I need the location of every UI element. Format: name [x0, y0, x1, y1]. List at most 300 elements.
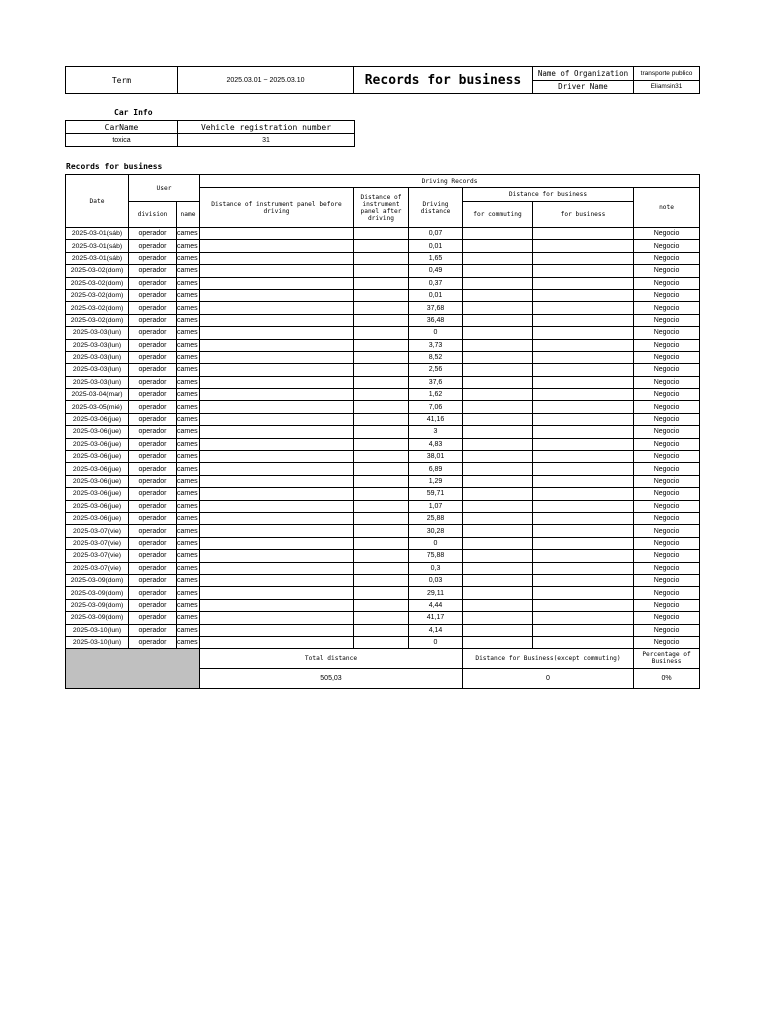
total-distance-label: Total distance — [200, 649, 463, 669]
row-before-driving — [200, 314, 354, 326]
after-driving-header: Distance of instrument panel after driving — [354, 188, 409, 228]
row-driving-distance: 0 — [409, 537, 463, 549]
row-after-driving — [354, 599, 409, 611]
row-name: cames — [177, 351, 200, 363]
row-for-commuting — [463, 438, 533, 450]
row-for-business — [533, 289, 634, 301]
row-driving-distance: 30,28 — [409, 525, 463, 537]
row-for-commuting — [463, 413, 533, 425]
row-for-commuting — [463, 550, 533, 562]
user-header: User — [129, 175, 200, 202]
row-division: operador — [129, 463, 177, 475]
row-before-driving — [200, 265, 354, 277]
row-name: cames — [177, 612, 200, 624]
row-name: cames — [177, 550, 200, 562]
row-division: operador — [129, 451, 177, 463]
table-row — [66, 314, 700, 326]
row-for-commuting — [463, 265, 533, 277]
row-driving-distance: 41,16 — [409, 413, 463, 425]
row-after-driving — [354, 314, 409, 326]
row-name: cames — [177, 488, 200, 500]
row-for-business — [533, 451, 634, 463]
table-row — [66, 636, 700, 648]
row-division: operador — [129, 550, 177, 562]
row-date: 2025-03-07(vie) — [66, 562, 129, 574]
row-for-commuting — [463, 240, 533, 252]
page-title: Records for business — [354, 67, 533, 94]
row-date: 2025-03-03(lun) — [66, 351, 129, 363]
for-commuting-header: for commuting — [463, 202, 533, 228]
row-for-business — [533, 612, 634, 624]
row-after-driving — [354, 289, 409, 301]
table-row — [66, 413, 700, 425]
row-date: 2025-03-02(dom) — [66, 265, 129, 277]
row-name: cames — [177, 438, 200, 450]
row-for-commuting — [463, 327, 533, 339]
row-date: 2025-03-07(vie) — [66, 525, 129, 537]
row-date: 2025-03-09(dom) — [66, 599, 129, 611]
driver-name-value: Eliamsin31 — [634, 80, 700, 94]
row-name: cames — [177, 636, 200, 648]
row-for-business — [533, 327, 634, 339]
row-after-driving — [354, 550, 409, 562]
row-before-driving — [200, 376, 354, 388]
table-row — [66, 426, 700, 438]
row-for-commuting — [463, 512, 533, 524]
row-before-driving — [200, 512, 354, 524]
row-date: 2025-03-07(vie) — [66, 537, 129, 549]
row-for-commuting — [463, 389, 533, 401]
row-division: operador — [129, 500, 177, 512]
row-division: operador — [129, 252, 177, 264]
row-division: operador — [129, 512, 177, 524]
row-name: cames — [177, 426, 200, 438]
row-date: 2025-03-06(jue) — [66, 500, 129, 512]
row-name: cames — [177, 265, 200, 277]
row-for-business — [533, 364, 634, 376]
row-note: Negocio — [634, 339, 700, 351]
term-label: Term — [66, 67, 178, 94]
row-note: Negocio — [634, 327, 700, 339]
row-date: 2025-03-09(dom) — [66, 587, 129, 599]
row-driving-distance: 29,11 — [409, 587, 463, 599]
table-row — [66, 587, 700, 599]
row-after-driving — [354, 302, 409, 314]
row-division: operador — [129, 389, 177, 401]
row-before-driving — [200, 240, 354, 252]
row-date: 2025-03-01(sáb) — [66, 240, 129, 252]
row-before-driving — [200, 624, 354, 636]
row-date: 2025-03-10(lun) — [66, 636, 129, 648]
row-note: Negocio — [634, 413, 700, 425]
records-title: Records for business — [66, 162, 163, 171]
row-note: Negocio — [634, 636, 700, 648]
row-driving-distance: 25,88 — [409, 512, 463, 524]
row-for-business — [533, 426, 634, 438]
row-for-commuting — [463, 426, 533, 438]
row-before-driving — [200, 475, 354, 487]
row-after-driving — [354, 413, 409, 425]
row-before-driving — [200, 574, 354, 586]
row-for-commuting — [463, 525, 533, 537]
business-distance-value: 0 — [463, 669, 634, 689]
row-name: cames — [177, 451, 200, 463]
row-note: Negocio — [634, 574, 700, 586]
row-division: operador — [129, 562, 177, 574]
table-row — [66, 401, 700, 413]
table-row — [66, 451, 700, 463]
row-driving-distance: 7,06 — [409, 401, 463, 413]
row-note: Negocio — [634, 500, 700, 512]
row-for-commuting — [463, 599, 533, 611]
row-name: cames — [177, 512, 200, 524]
row-date: 2025-03-01(sáb) — [66, 252, 129, 264]
row-date: 2025-03-03(lun) — [66, 339, 129, 351]
row-for-commuting — [463, 562, 533, 574]
row-note: Negocio — [634, 612, 700, 624]
row-before-driving — [200, 351, 354, 363]
row-driving-distance: 0,03 — [409, 574, 463, 586]
row-name: cames — [177, 587, 200, 599]
row-for-business — [533, 252, 634, 264]
table-row — [66, 562, 700, 574]
table-row — [66, 327, 700, 339]
table-row — [66, 240, 700, 252]
row-note: Negocio — [634, 475, 700, 487]
row-for-business — [533, 574, 634, 586]
row-for-business — [533, 438, 634, 450]
row-before-driving — [200, 401, 354, 413]
row-driving-distance: 0 — [409, 327, 463, 339]
table-row — [66, 277, 700, 289]
row-driving-distance: 0,37 — [409, 277, 463, 289]
row-for-commuting — [463, 351, 533, 363]
row-before-driving — [200, 327, 354, 339]
row-note: Negocio — [634, 289, 700, 301]
row-note: Negocio — [634, 351, 700, 363]
row-driving-distance: 1,07 — [409, 500, 463, 512]
note-header: note — [634, 188, 700, 228]
row-date: 2025-03-03(lun) — [66, 376, 129, 388]
row-date: 2025-03-03(lun) — [66, 327, 129, 339]
row-for-business — [533, 277, 634, 289]
row-driving-distance: 6,89 — [409, 463, 463, 475]
row-after-driving — [354, 339, 409, 351]
row-date: 2025-03-02(dom) — [66, 277, 129, 289]
row-driving-distance: 3,73 — [409, 339, 463, 351]
row-for-commuting — [463, 475, 533, 487]
row-after-driving — [354, 562, 409, 574]
row-for-business — [533, 228, 634, 240]
row-note: Negocio — [634, 302, 700, 314]
records-table — [65, 174, 700, 689]
row-name: cames — [177, 562, 200, 574]
row-date: 2025-03-05(mié) — [66, 401, 129, 413]
row-for-commuting — [463, 463, 533, 475]
row-for-commuting — [463, 339, 533, 351]
row-driving-distance: 4,14 — [409, 624, 463, 636]
row-date: 2025-03-02(dom) — [66, 302, 129, 314]
business-distance-label: Distance for Business(except commuting) — [463, 649, 634, 669]
row-after-driving — [354, 376, 409, 388]
row-for-commuting — [463, 636, 533, 648]
row-note: Negocio — [634, 624, 700, 636]
row-division: operador — [129, 636, 177, 648]
row-note: Negocio — [634, 550, 700, 562]
row-driving-distance: 0,07 — [409, 228, 463, 240]
car-info-title: Car Info — [114, 108, 153, 117]
row-name: cames — [177, 624, 200, 636]
row-for-commuting — [463, 537, 533, 549]
row-before-driving — [200, 389, 354, 401]
table-row — [66, 500, 700, 512]
row-for-business — [533, 587, 634, 599]
row-for-business — [533, 636, 634, 648]
row-after-driving — [354, 475, 409, 487]
row-date: 2025-03-06(jue) — [66, 451, 129, 463]
row-before-driving — [200, 339, 354, 351]
row-before-driving — [200, 537, 354, 549]
row-note: Negocio — [634, 277, 700, 289]
row-note: Negocio — [634, 252, 700, 264]
row-for-business — [533, 376, 634, 388]
row-date: 2025-03-01(sáb) — [66, 228, 129, 240]
distance-for-business-header: Distance for business — [463, 188, 634, 202]
row-division: operador — [129, 339, 177, 351]
table-row — [66, 289, 700, 301]
row-before-driving — [200, 228, 354, 240]
row-date: 2025-03-09(dom) — [66, 574, 129, 586]
before-driving-header: Distance of instrument panel before driving — [200, 188, 354, 228]
row-date: 2025-03-09(dom) — [66, 612, 129, 624]
table-row — [66, 488, 700, 500]
driving-distance-header: Driving distance — [409, 188, 463, 228]
row-note: Negocio — [634, 599, 700, 611]
row-driving-distance: 0,01 — [409, 240, 463, 252]
table-row — [66, 537, 700, 549]
row-after-driving — [354, 537, 409, 549]
row-driving-distance: 0,01 — [409, 289, 463, 301]
row-for-commuting — [463, 302, 533, 314]
row-after-driving — [354, 277, 409, 289]
row-before-driving — [200, 277, 354, 289]
row-note: Negocio — [634, 525, 700, 537]
row-for-business — [533, 500, 634, 512]
row-date: 2025-03-10(lun) — [66, 624, 129, 636]
row-before-driving — [200, 488, 354, 500]
row-before-driving — [200, 550, 354, 562]
row-for-business — [533, 302, 634, 314]
table-row — [66, 574, 700, 586]
table-row — [66, 302, 700, 314]
row-before-driving — [200, 525, 354, 537]
row-division: operador — [129, 587, 177, 599]
row-date: 2025-03-06(jue) — [66, 488, 129, 500]
row-date: 2025-03-06(jue) — [66, 426, 129, 438]
row-date: 2025-03-06(jue) — [66, 413, 129, 425]
row-driving-distance: 2,56 — [409, 364, 463, 376]
totals-gray-block — [66, 649, 200, 689]
row-for-business — [533, 512, 634, 524]
table-row — [66, 265, 700, 277]
organization-label: Name of Organization — [533, 67, 634, 81]
row-division: operador — [129, 240, 177, 252]
table-row — [66, 252, 700, 264]
row-after-driving — [354, 364, 409, 376]
table-row — [66, 624, 700, 636]
row-name: cames — [177, 475, 200, 487]
row-date: 2025-03-06(jue) — [66, 438, 129, 450]
row-name: cames — [177, 525, 200, 537]
row-division: operador — [129, 525, 177, 537]
row-for-business — [533, 463, 634, 475]
row-after-driving — [354, 228, 409, 240]
row-note: Negocio — [634, 562, 700, 574]
registration-header: Vehicle registration number — [178, 121, 355, 134]
row-for-business — [533, 624, 634, 636]
row-driving-distance: 37,6 — [409, 376, 463, 388]
row-name: cames — [177, 413, 200, 425]
row-driving-distance: 1,29 — [409, 475, 463, 487]
table-row — [66, 228, 700, 240]
table-row — [66, 550, 700, 562]
term-value: 2025.03.01 ~ 2025.03.10 — [178, 67, 354, 94]
row-name: cames — [177, 364, 200, 376]
row-after-driving — [354, 512, 409, 524]
row-for-commuting — [463, 277, 533, 289]
row-division: operador — [129, 574, 177, 586]
row-name: cames — [177, 252, 200, 264]
row-before-driving — [200, 438, 354, 450]
row-before-driving — [200, 599, 354, 611]
row-after-driving — [354, 327, 409, 339]
row-driving-distance: 36,48 — [409, 314, 463, 326]
row-for-business — [533, 339, 634, 351]
carname-header: CarName — [66, 121, 178, 134]
row-after-driving — [354, 426, 409, 438]
table-row — [66, 512, 700, 524]
row-date: 2025-03-03(lun) — [66, 364, 129, 376]
row-division: operador — [129, 376, 177, 388]
table-row — [66, 438, 700, 450]
row-after-driving — [354, 525, 409, 537]
row-after-driving — [354, 624, 409, 636]
row-note: Negocio — [634, 265, 700, 277]
row-before-driving — [200, 500, 354, 512]
row-division: operador — [129, 302, 177, 314]
row-before-driving — [200, 426, 354, 438]
row-before-driving — [200, 587, 354, 599]
row-for-commuting — [463, 574, 533, 586]
row-after-driving — [354, 389, 409, 401]
row-division: operador — [129, 599, 177, 611]
row-for-business — [533, 550, 634, 562]
header-table — [65, 66, 700, 94]
table-row — [66, 376, 700, 388]
row-note: Negocio — [634, 401, 700, 413]
row-name: cames — [177, 302, 200, 314]
row-division: operador — [129, 277, 177, 289]
row-division: operador — [129, 364, 177, 376]
row-for-commuting — [463, 401, 533, 413]
total-distance-value: 505,03 — [200, 669, 463, 689]
table-row — [66, 339, 700, 351]
row-division: operador — [129, 537, 177, 549]
row-note: Negocio — [634, 364, 700, 376]
row-driving-distance: 1,62 — [409, 389, 463, 401]
row-for-commuting — [463, 500, 533, 512]
row-division: operador — [129, 426, 177, 438]
percentage-label: Percentage of Business — [634, 649, 700, 669]
row-after-driving — [354, 240, 409, 252]
row-driving-distance: 37,68 — [409, 302, 463, 314]
row-for-business — [533, 240, 634, 252]
row-for-business — [533, 413, 634, 425]
row-for-business — [533, 314, 634, 326]
date-header: Date — [66, 175, 129, 228]
row-date: 2025-03-06(jue) — [66, 475, 129, 487]
row-before-driving — [200, 289, 354, 301]
row-name: cames — [177, 463, 200, 475]
row-for-commuting — [463, 587, 533, 599]
row-for-commuting — [463, 364, 533, 376]
records-body — [66, 228, 700, 649]
row-division: operador — [129, 314, 177, 326]
row-before-driving — [200, 364, 354, 376]
table-row — [66, 525, 700, 537]
row-name: cames — [177, 401, 200, 413]
row-division: operador — [129, 401, 177, 413]
organization-value: transporte publico — [634, 67, 700, 81]
table-row — [66, 599, 700, 611]
row-note: Negocio — [634, 426, 700, 438]
row-driving-distance: 41,17 — [409, 612, 463, 624]
row-note: Negocio — [634, 240, 700, 252]
row-date: 2025-03-02(dom) — [66, 314, 129, 326]
row-before-driving — [200, 636, 354, 648]
row-before-driving — [200, 463, 354, 475]
driver-name-label: Driver Name — [533, 80, 634, 94]
table-row — [66, 364, 700, 376]
division-header: division — [129, 202, 177, 228]
row-name: cames — [177, 277, 200, 289]
row-note: Negocio — [634, 438, 700, 450]
row-note: Negocio — [634, 537, 700, 549]
row-note: Negocio — [634, 314, 700, 326]
row-before-driving — [200, 562, 354, 574]
row-for-commuting — [463, 289, 533, 301]
row-name: cames — [177, 537, 200, 549]
for-business-header: for business — [533, 202, 634, 228]
row-division: operador — [129, 624, 177, 636]
row-after-driving — [354, 574, 409, 586]
row-for-business — [533, 401, 634, 413]
row-before-driving — [200, 612, 354, 624]
row-for-commuting — [463, 451, 533, 463]
carname-value: toxica — [66, 134, 178, 147]
row-date: 2025-03-02(dom) — [66, 289, 129, 301]
table-row — [66, 463, 700, 475]
row-for-business — [533, 562, 634, 574]
row-for-commuting — [463, 624, 533, 636]
row-before-driving — [200, 252, 354, 264]
row-after-driving — [354, 401, 409, 413]
row-division: operador — [129, 413, 177, 425]
row-driving-distance: 75,88 — [409, 550, 463, 562]
row-for-commuting — [463, 488, 533, 500]
row-for-business — [533, 599, 634, 611]
row-for-business — [533, 525, 634, 537]
